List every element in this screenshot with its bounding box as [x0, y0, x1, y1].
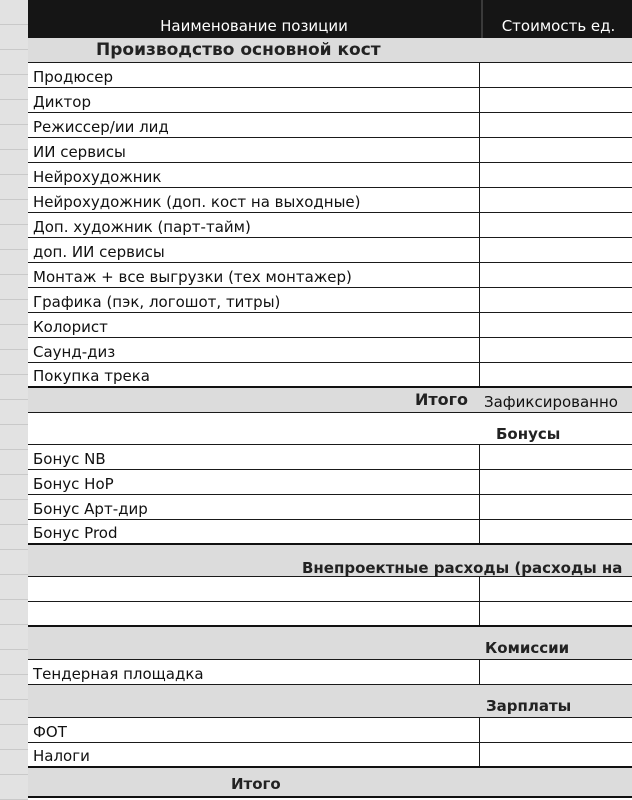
table-row[interactable]	[28, 577, 632, 602]
table-row[interactable]	[28, 263, 632, 288]
cell-name[interactable]: Продюсер	[28, 63, 480, 87]
total-label: Итого	[415, 390, 469, 409]
cell-cost[interactable]	[480, 718, 632, 742]
cell-cost[interactable]	[480, 313, 632, 337]
section-title: Зарплаты	[486, 697, 572, 715]
cell-name[interactable]: Монтаж + все выгрузки (тех монтажер)	[28, 263, 480, 287]
cell-name[interactable]	[28, 602, 480, 625]
cell-cost[interactable]	[480, 743, 632, 766]
table-row[interactable]	[28, 288, 632, 313]
table-row[interactable]	[28, 188, 632, 213]
table-row[interactable]	[28, 163, 632, 188]
section-header-bonuses[interactable]	[28, 413, 632, 445]
cell-cost[interactable]	[480, 288, 632, 312]
section-header-salaries[interactable]	[28, 685, 632, 718]
cell-name[interactable]: Бонус Арт-дир	[28, 495, 480, 519]
table-row[interactable]	[28, 313, 632, 338]
cell-cost[interactable]	[480, 88, 632, 112]
cell-name[interactable]: Покупка трека	[28, 363, 480, 386]
section-title: Бонусы	[496, 425, 561, 443]
cell-cost[interactable]	[480, 213, 632, 237]
table-row[interactable]	[28, 445, 632, 470]
table-row[interactable]	[28, 238, 632, 263]
total-row[interactable]	[28, 388, 632, 413]
table-row[interactable]	[28, 213, 632, 238]
cell-cost[interactable]	[480, 660, 632, 684]
table-row[interactable]	[28, 88, 632, 113]
cell-cost[interactable]	[480, 520, 632, 543]
cell-cost[interactable]	[480, 363, 632, 386]
column-header-name[interactable]: Наименование позиции	[160, 17, 348, 35]
cell-cost[interactable]	[480, 263, 632, 287]
table-row[interactable]	[28, 718, 632, 743]
table-row[interactable]	[28, 363, 632, 388]
cell-cost[interactable]	[480, 602, 632, 625]
spreadsheet	[28, 0, 632, 800]
cell-name[interactable]: Налоги	[28, 743, 480, 766]
column-header-cost[interactable]: Стоимость ед.	[481, 0, 632, 38]
section-title: Комиссии	[485, 639, 570, 657]
cell-name[interactable]: Графика (пэк, логошот, титры)	[28, 288, 480, 312]
cell-name[interactable]: Бонус Prod	[28, 520, 480, 543]
cell-name[interactable]: ИИ сервисы	[28, 138, 480, 162]
table-row[interactable]	[28, 520, 632, 545]
table-row[interactable]	[28, 470, 632, 495]
cell-name[interactable]: Нейрохудожник (доп. кост на выходные)	[28, 188, 480, 212]
cell-cost[interactable]	[480, 577, 632, 601]
cell-cost[interactable]	[480, 163, 632, 187]
cell-cost[interactable]	[480, 138, 632, 162]
cell-name[interactable]: Колорист	[28, 313, 480, 337]
cell-name[interactable]: Бонус HoP	[28, 470, 480, 494]
cell-name[interactable]: ФОТ	[28, 718, 480, 742]
cell-name[interactable]	[28, 577, 480, 601]
cell-name[interactable]: Диктор	[28, 88, 480, 112]
total-row[interactable]	[28, 768, 632, 798]
row-gutter	[0, 0, 29, 800]
section-title: Внепроектные расходы (расходы на	[302, 559, 623, 577]
table-row[interactable]	[28, 495, 632, 520]
table-row[interactable]	[28, 602, 632, 627]
cell-name[interactable]: Тендерная площадка	[28, 660, 480, 684]
cell-cost[interactable]	[480, 188, 632, 212]
table-header	[28, 0, 632, 38]
section-header-production[interactable]	[28, 38, 632, 63]
section-title: Производство основной кост	[96, 40, 381, 60]
cell-cost[interactable]	[480, 495, 632, 519]
table-row[interactable]	[28, 660, 632, 685]
section-header-commissions[interactable]	[28, 627, 632, 660]
section-header-overhead[interactable]	[28, 545, 632, 577]
table-row[interactable]	[28, 743, 632, 768]
cell-cost[interactable]	[480, 238, 632, 262]
cell-cost[interactable]	[480, 63, 632, 87]
total-note: Зафиксированно	[484, 393, 618, 411]
cell-name[interactable]: Режиссер/ии лид	[28, 113, 480, 137]
cell-name[interactable]: Нейрохудожник	[28, 163, 480, 187]
cell-cost[interactable]	[480, 445, 632, 469]
total-label: Итого	[231, 775, 281, 793]
table-row[interactable]	[28, 63, 632, 88]
table-row[interactable]	[28, 138, 632, 163]
table-row[interactable]	[28, 338, 632, 363]
cell-cost[interactable]	[480, 338, 632, 362]
cell-cost[interactable]	[480, 470, 632, 494]
cell-name[interactable]: Бонус NB	[28, 445, 480, 469]
cell-name[interactable]: доп. ИИ сервисы	[28, 238, 480, 262]
table-row[interactable]	[28, 113, 632, 138]
cell-name[interactable]: Саунд-диз	[28, 338, 480, 362]
cell-cost[interactable]	[480, 113, 632, 137]
cell-name[interactable]: Доп. художник (парт-тайм)	[28, 213, 480, 237]
